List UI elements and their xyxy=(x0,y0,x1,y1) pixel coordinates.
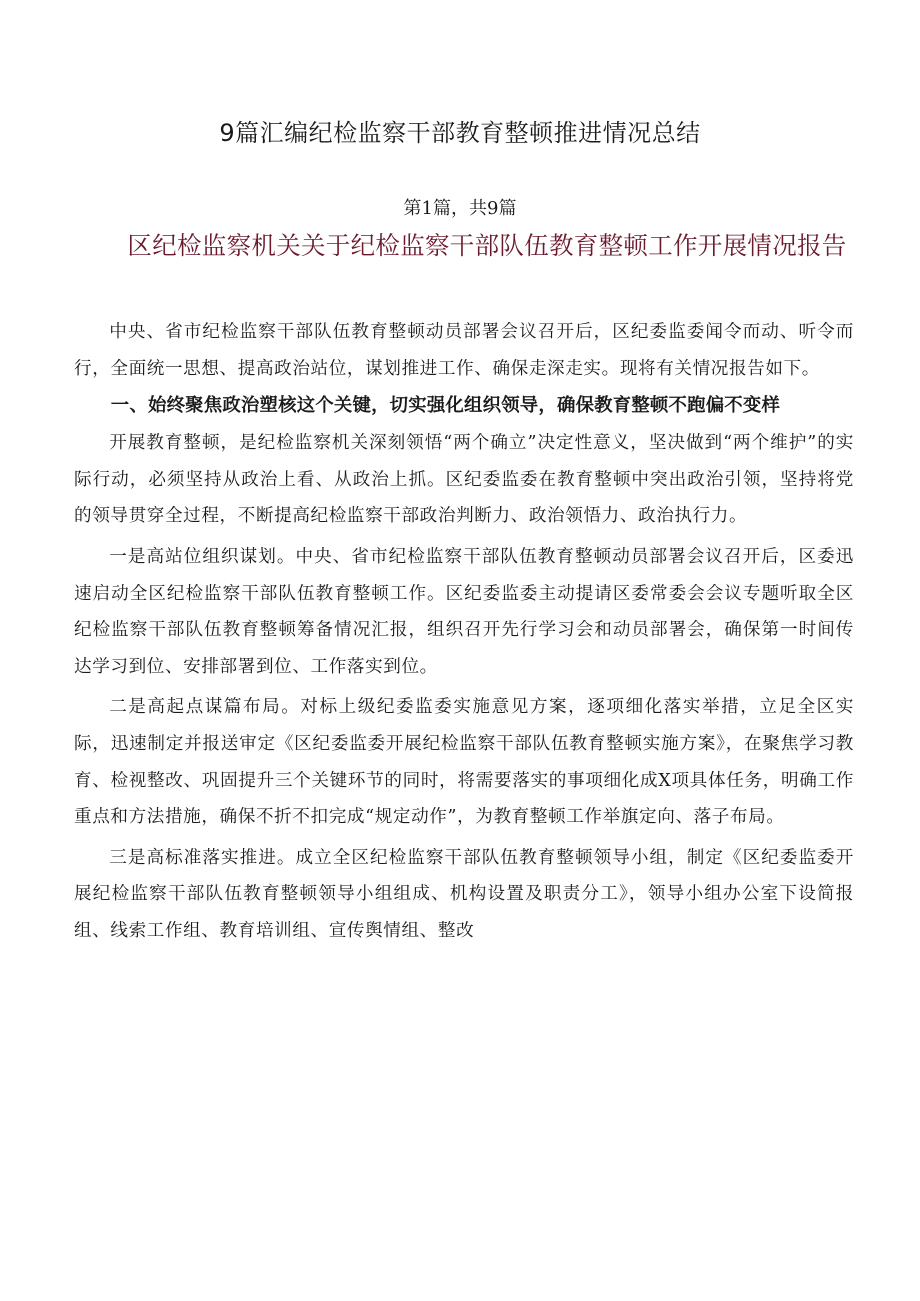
report-title: 区纪检监察机关关于纪检监察干部队伍教育整顿工作开展情况报告 xyxy=(127,231,847,260)
paragraph-2: 一是高站位组织谋划。中央、省市纪检监察干部队伍教育整顿动员部署会议召开后，区委迅速启动全区纪检监察干部队伍教育整顿工作。区纪委监委主动提请区委常委会会议专题听取全区纪检监察干部队伍教育整顿筹备情况汇报，组织召开先行学习会和动员部署会，确保第一时间传达学习到位、安排部署到位、工作落实到位。 xyxy=(74,546,854,677)
document-body xyxy=(74,314,854,950)
paragraph-intro: 中央、省市纪检监察干部队伍教育整顿动员部署会议召开后，区纪委监委闻令而动、听令而行，全面统一思想、提高政治站位，谋划推进工作、确保走深走实。现将有关情况报告如下。 xyxy=(74,322,854,379)
part-label: 第1篇，共9篇 xyxy=(403,198,517,219)
paragraph-3: 二是高起点谋篇布局。对标上级纪委监委实施意见方案，逐项细化落实举措，立足全区实际，迅速制定并报送审定《区纪委监委开展纪检监察干部队伍教育整顿实施方案》，在聚焦学习教育、检视整改、巩固提升三个关键环节的同时，将需要落实的事项细化成X项具体任务，明确工作重点和方法措施，确保不折不扣完成“规定动作”，为教育整顿工作举旗定向、落子布局。 xyxy=(74,697,854,828)
document-title: 9篇汇编纪检监察干部教育整顿推进情况总结 xyxy=(219,119,701,147)
paragraph-4: 三是高标准落实推进。成立全区纪检监察干部队伍教育整顿领导小组，制定《区纪委监委开展纪检监察干部队伍教育整顿领导小组组成、机构设置及职责分工》，领导小组办公室下设简报组、线索工作组、教育培训组、宣传舆情组、整改 xyxy=(74,847,854,941)
section-heading-1: 一、始终聚焦政治塑核这个关键，切实强化组织领导，确保教育整顿不跑偏不变样 xyxy=(110,395,781,417)
paragraph-1: 开展教育整顿，是纪检监察机关深刻领悟“两个确立”决定性意义，坚决做到“两个维护”的实际行动，必须坚持从政治上看、从政治上抓。区纪委监委在教育整顿中突出政治引领，坚持将党的领导贯穿全过程，不断提高纪检监察干部政治判断力、政治领悟力、政治执行力。 xyxy=(74,433,854,527)
